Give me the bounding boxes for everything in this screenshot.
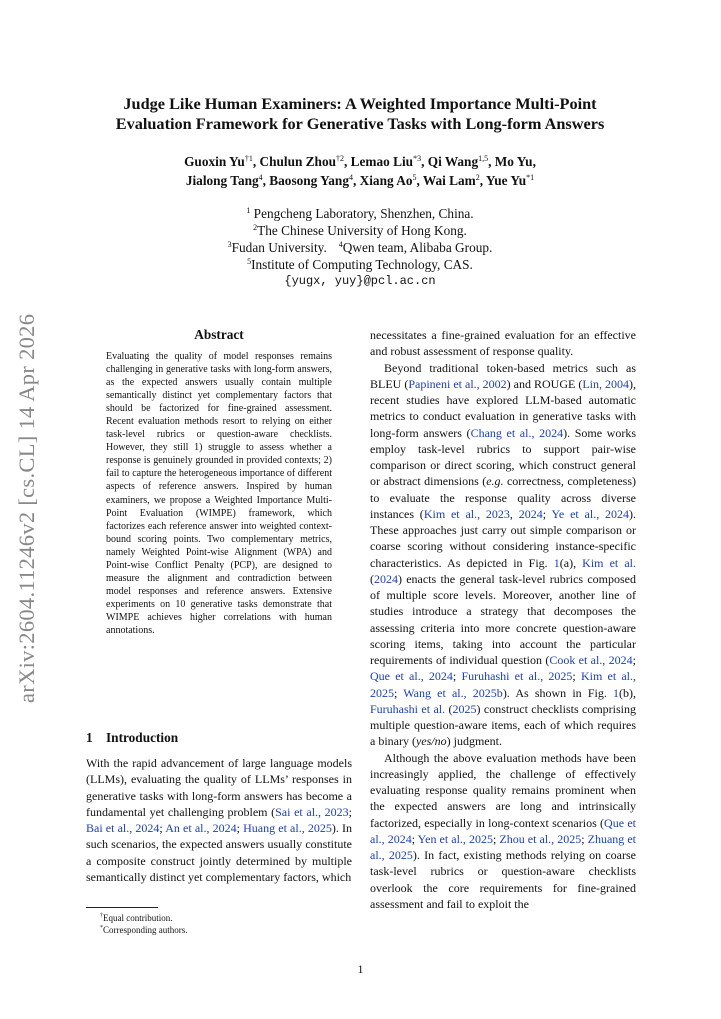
body-text: ( <box>445 701 453 716</box>
affiliation-3-4 <box>60 239 660 256</box>
author-affiliation-mark: †1 <box>244 154 253 163</box>
affiliation-mark: 2 <box>253 223 258 232</box>
body-text: ). These approaches just carry out simple comparison or coarse scoring without considering instance-specific characteristics. As depicted in Fig. <box>370 506 637 570</box>
intro-paragraph-3 <box>370 750 636 913</box>
citation-link[interactable]: Zhou et al., 2025 <box>499 831 582 846</box>
intro-paragraph-1-continued <box>370 327 636 360</box>
footnote-rule <box>86 907 158 908</box>
citation-link[interactable]: Furuhashi et al. <box>370 701 446 716</box>
body-text: ), recent studies have explored LLM-based automatic metrics to conduct evaluation in generative tasks with long-form answers ( <box>370 376 636 440</box>
body-text: ). In fact, existing methods relying on coarse task-level rubrics or question-aware checklists overlook the core requirements for fine-grained assessment and fail to exploit the <box>370 848 636 911</box>
abstract-heading: Abstract <box>194 327 244 342</box>
author-affiliation-mark: *3 <box>413 154 422 163</box>
body-text: ; <box>632 653 636 667</box>
affiliation-mark: 4 <box>338 240 343 249</box>
body-text: ; <box>348 804 353 819</box>
body-text: ). In such scenarios, the expected answers usually constitute a composite construct jointly determined by multiple semantically distinct yet complementary factors, which <box>86 821 352 884</box>
body-text: ( <box>370 571 374 586</box>
author-name: , Lemao Liu <box>344 154 414 169</box>
footnote-equal-contribution <box>100 912 188 924</box>
body-text: ; <box>159 821 166 835</box>
citation-link[interactable]: 1 <box>553 555 560 570</box>
affiliation-2 <box>60 222 660 239</box>
page-number: 1 <box>357 962 364 976</box>
intro-paragraph-1 <box>86 755 352 885</box>
title-line-2: Evaluation Framework for Generative Tasks with Long-form Answers <box>115 114 605 133</box>
body-text: (a), <box>559 555 583 570</box>
section-number: 1 <box>86 730 93 745</box>
body-text: ; <box>572 669 581 684</box>
affiliations <box>60 205 660 290</box>
body-text: ; <box>452 669 462 684</box>
body-text: (b), <box>619 685 636 700</box>
citation-link[interactable]: Wang et al., 2025b <box>403 685 503 700</box>
body-text: ). Some works employ task-level rubrics to support pair-wise comparison or direct scoring, which construct general or abstract dimensions ( <box>370 425 637 489</box>
citation-link[interactable]: Furuhashi et al., 2025 <box>461 669 573 684</box>
citation-link[interactable]: Huang et al., 2025 <box>243 821 332 835</box>
affiliation-mark: 5 <box>247 257 252 266</box>
citation-link[interactable]: Zhuang et al., 2025 <box>370 831 636 862</box>
citation-link[interactable]: Kim et al., 2025 <box>370 669 637 700</box>
body-text: ; <box>411 831 418 846</box>
body-text: ) enacts the general task-level rubrics composed of multiple score levels. Moreover, another line of studies introduce a strategy that decomposes the assessing criteria into more concrete question-aware scoring items, taking into account the particular requirements of individual question ( <box>370 571 636 667</box>
footnote-corresponding <box>100 924 188 936</box>
citation-link[interactable]: Ye et al., 2024 <box>551 506 630 521</box>
author-name: Guoxin Yu <box>184 154 245 169</box>
citation-link[interactable]: 2024 <box>518 506 543 521</box>
right-column <box>370 327 636 912</box>
citation-link[interactable]: Yen et al., 2025 <box>417 831 493 846</box>
citation-link[interactable]: 1 <box>613 685 619 700</box>
citation-link[interactable]: 2024 <box>374 571 398 586</box>
citation-link[interactable]: Chang et al., 2024 <box>470 425 564 440</box>
body-text: ; <box>492 831 500 846</box>
body-text: ) construct checklists comprising multiple question-aware items, each of which requires a binary ( <box>370 701 637 749</box>
title-line-1: Judge Like Human Examiners: A Weighted Importance Multi-Point <box>123 94 597 113</box>
citation-link[interactable]: Kim et al. <box>582 555 637 570</box>
author-affiliation-mark: 4 <box>258 173 263 182</box>
arxiv-identifier: arXiv:2604.11246v2 [cs.CL] 14 Apr 2026 <box>14 313 39 703</box>
citation-link[interactable]: Papineni et al., 2002 <box>408 376 507 391</box>
body-text: , <box>509 506 519 521</box>
author-name: , Xiang Ao <box>352 173 413 188</box>
author-line-1 <box>60 152 660 171</box>
footnote-mark: † <box>100 913 103 919</box>
abstract-body: Evaluating the quality of model responses remains challenging in generative tasks with long-form answers, as the expected answers usually contain multiple semantically distinct yet complementary factors that should be factorized for fine-grained assessment. Recent evaluation methods resort to relying on either task-level rubrics or question-aware checklists. However, they still 1) struggle to assess whether a response is genuinely grounded in provided contexts; 2) fail to capture the heterogeneous importance of different aspects of reference answers. Inspired by human examiners, we propose a Weighted Importance Multi-Point Evaluation (WIMPE) framework, which factorizes each reference answer into weighted context-bound scoring points. Two complementary metrics, namely Weighted Point-wise Alignment (WPA) and Point-wise Conflict Penalty (PCP), are designed to measure the alignment and contradiction between model responses and reference answers. Extensive experiments on 10 generative tasks demonstrate that WIMPE achieves higher correlations with human annotations. <box>106 351 332 636</box>
affiliation-text: Institute of Computing Technology, CAS. <box>251 257 473 272</box>
author-name: , Wai Lam <box>416 173 476 188</box>
affiliation-mark: 1 <box>246 206 251 215</box>
body-text: correctness, completeness) to evaluate the response quality across diverse instances ( <box>370 474 636 521</box>
footnote-text: Corresponding authors. <box>103 925 188 935</box>
author-affiliation-mark: 5 <box>412 173 417 182</box>
author-affiliation-mark: 2 <box>475 173 480 182</box>
author-list <box>60 152 660 190</box>
body-text: ; <box>581 831 588 846</box>
affiliation-5 <box>60 256 660 273</box>
citation-link[interactable]: 2025 <box>452 701 477 716</box>
body-text: Beyond traditional token-based metrics such as BLEU ( <box>370 360 636 391</box>
section-heading <box>86 730 178 746</box>
section-title: Introduction <box>106 730 179 745</box>
author-name: , Yue Yu <box>479 173 527 188</box>
author-affiliation-mark: †2 <box>336 154 344 163</box>
affiliation-mark: 3 <box>227 240 232 249</box>
emphasized-text: yes/no <box>415 734 447 749</box>
citation-link[interactable]: Lin, 2004 <box>582 376 629 391</box>
paper-title <box>60 94 660 134</box>
body-text: ) and ROUGE ( <box>506 376 583 391</box>
body-text: ; <box>542 506 552 521</box>
affiliation-text: Qwen team, Alibaba Group. <box>342 240 493 255</box>
body-text: ; <box>394 685 404 700</box>
body-text: With the rapid advancement of large language models (LLMs), evaluating the quality of LLMs’ responses in generative tasks with long-form answers has become a fundamental yet challenging problem ( <box>86 756 352 819</box>
affiliation-text: Fudan University. <box>231 240 327 255</box>
affiliation-1 <box>60 205 660 222</box>
author-name: Jialong Tang <box>185 173 259 188</box>
citation-link[interactable]: Kim et al., 2023 <box>423 506 510 521</box>
author-affiliation-mark: 4 <box>348 173 353 182</box>
author-affiliation-mark: 1,5 <box>478 154 489 163</box>
author-name: , Qi Wang <box>421 154 479 169</box>
contact-email: {yugx, yuy}@pcl.ac.cn <box>284 274 436 288</box>
citation-link[interactable]: Que et al., 2024 <box>370 815 636 846</box>
body-text: ) judgment. <box>446 734 502 749</box>
affiliation-text: Pengcheng Laboratory, Shenzhen, China. <box>250 206 474 221</box>
footnote-mark: * <box>100 925 103 931</box>
citation-link[interactable]: An et al., 2024 <box>165 821 237 835</box>
citation-link[interactable]: Cook et al., 2024 <box>549 653 633 667</box>
citation-link[interactable]: Que et al., 2024 <box>370 669 453 684</box>
citation-link[interactable]: Bai et al., 2024 <box>86 821 160 835</box>
body-text: ; <box>236 821 244 835</box>
intro-paragraph-2 <box>370 360 636 750</box>
footnotes <box>100 912 188 936</box>
author-affiliation-mark: *1 <box>526 173 535 182</box>
author-name: , Baosong Yang <box>262 173 349 188</box>
body-text: Although the above evaluation methods have been increasingly applied, the challenge of effectively evaluating response quality remains prominent when the expected answers are long and intrinsically factorized, especially in long-context scenarios ( <box>370 750 636 830</box>
body-text: necessitates a fine-grained evaluation for an effective and robust assessment of response quality. <box>370 328 636 359</box>
citation-link[interactable]: Sai et al., 2023 <box>275 804 349 819</box>
body-text: ). As shown in Fig. <box>502 685 613 700</box>
affiliation-text: The Chinese University of Hong Kong. <box>257 223 467 238</box>
author-line-2 <box>60 171 660 190</box>
footnote-text: Equal contribution. <box>103 913 173 923</box>
author-name: , Mo Yu, <box>488 154 536 169</box>
author-name: , Chulun Zhou <box>252 154 336 169</box>
emphasized-text: e.g. <box>486 474 504 489</box>
